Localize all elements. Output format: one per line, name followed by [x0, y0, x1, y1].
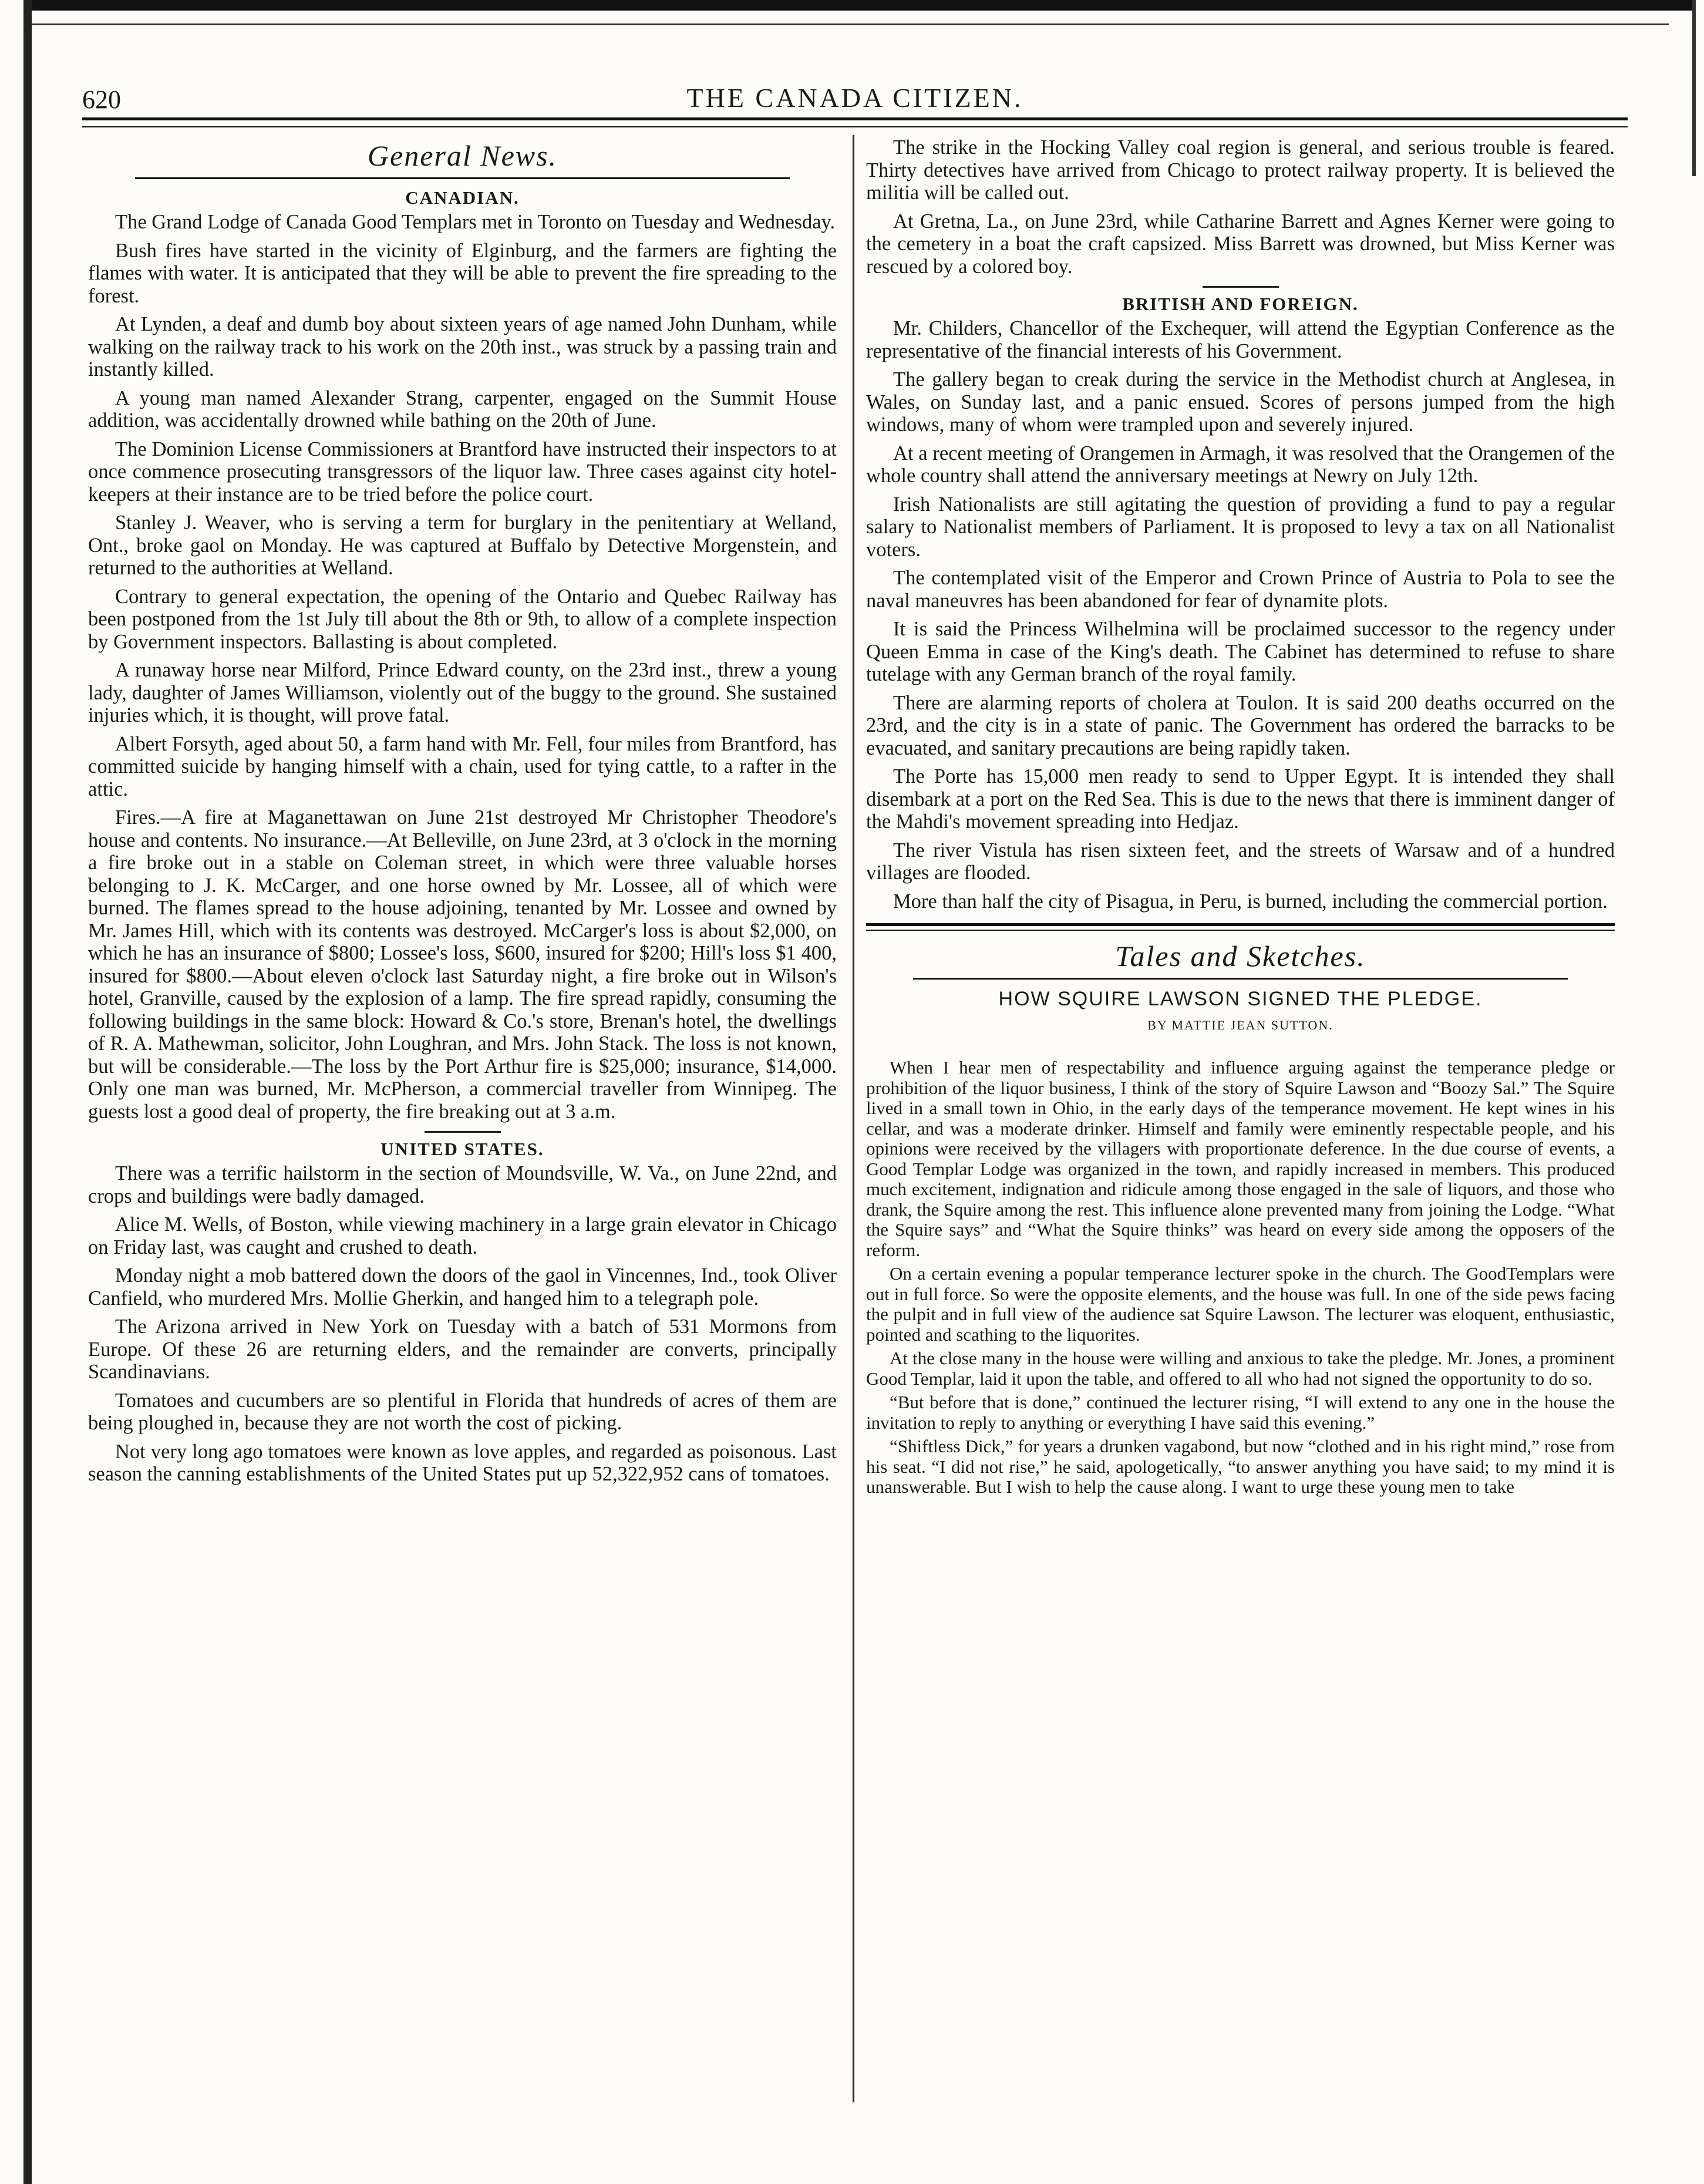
- section-rule-double: [866, 923, 1615, 931]
- heading-canadian: CANADIAN.: [405, 187, 520, 208]
- story-title: HOW SQUIRE LAWSON SIGNED THE PLEDGE.: [998, 988, 1483, 1010]
- news-item: The contemplated visit of the Emperor and Crown Prince of Austria to Pola to see the naval maneuvres has been abandoned for fear of dynamite plots.: [866, 567, 1615, 612]
- news-item: At Lynden, a deaf and dumb boy about sixteen years of age named John Dunham, while walking on the railway track to his work on the 20th inst., was struck by a passing train and instantly killed.: [88, 313, 837, 381]
- news-item: The gallery began to creak during the service in the Methodist church at Anglesea, in Wales, on Sunday last, and a panic ensued. Scores of persons jumped from the high windows, many of whom were trampled upon and severely injured.: [866, 368, 1615, 436]
- story-paragraph: When I hear men of respectability and influence arguing against the temperance pledge or prohibition of the liquor business, I think of the story of Squire Lawson and “Boozy Sal.” The Squire lived in a small town in Ohio, in the early days of the temperance movement. He kept wines in his cellar, and was a moderate drinker. Himself and family were eminently respectable people, and his opinions were received by the villagers with proportionate deference. In the due course of events, a Good Templar Lodge was organized in the town, and rapidly increased in members. This produced much excitement, indignation and ridicule among those engaged in the sale of liquors, and those who drank, the Squire among the rest. This influence alone prevented many from joining the Lodge. “What the Squire says” and “What the Squire thinks” was heard on every side among the opposers of the reform.: [866, 1057, 1615, 1260]
- news-item: Mr. Childers, Chancellor of the Exchequer, will attend the Egyptian Conference as the representative of the financial interests of his Government.: [866, 317, 1615, 362]
- news-item-fires: Fires.—A fire at Maganettawan on June 21st destroyed Mr Christopher Theodore's house and contents. No insurance.—At Belleville, on June 23rd, at 3 o'clock in the morning a fire broke out in a stable on Coleman street, in which were three valuable horses belonging to J. K. McCarger, and one horse owned by Mr. Lossee, all of which were burned. The flames spread to the house adjoining, tenanted by Mr. Lossee and owned by Mr. James Hill, which with its contents was destroyed. McCarger's loss is about $2,000, on which he has an insurance of $800; Lossee's loss, $600, insured for $200; Hill's loss $1 400, insured for $800.—About eleven o'clock last Saturday night, a fire broke out in Wilson's hotel, Granville, caused by the explosion of a lamp. The fire spread rapidly, consuming the following buildings in the same block: Howard & Co.'s store, Brenan's hotel, the dwellings of R. A. Mathewman, solicitor, John Loughran, and Mrs. John Stack. The loss is not known, but will be considerable.—The loss by the Port Arthur fire is $25,000; insurance, $14,000. Only one man was burned, Mr. McPherson, a commercial traveller from Winnipeg. The guests lost a good deal of property, the fire breaking out at 3 a.m.: [88, 806, 837, 1123]
- news-item: A young man named Alexander Strang, carpenter, engaged on the Summit House addition, was accidentally drowned while bathing on the 20th of June.: [88, 386, 837, 432]
- section-divider: [1203, 286, 1279, 288]
- scan-edge-right: [1692, 0, 1696, 176]
- page-header: [82, 82, 1628, 117]
- news-item: Bush fires have started in the vicinity of Elginburg, and the farmers are fighting the flames with water. It is anticipated that they will be able to prevent the fire spreading to the forest.: [88, 239, 837, 307]
- news-item: The Arizona arrived in New York on Tuesday with a batch of 531 Mormons from Europe. Of these 26 are returning elders, and the remainder are converts, principally Scandinavians.: [88, 1315, 837, 1383]
- news-item: Contrary to general expectation, the opening of the Ontario and Quebec Railway has been postponed from the 1st July till about the 8th or 9th, to allow of a complete inspection by Government inspectors. Ballasting is about completed.: [88, 585, 837, 653]
- story-paragraph: At the close many in the house were willing and anxious to take the pledge. Mr. Jones, a prominent Good Templar, laid it upon the table, and offered to all who had not signed the opportunity to do so.: [866, 1348, 1615, 1389]
- news-item: The river Vistula has risen sixteen feet, and the streets of Warsaw and of a hundred villages are flooded.: [866, 839, 1615, 884]
- news-item: Albert Forsyth, aged about 50, a farm hand with Mr. Fell, four miles from Brantford, has committed suicide by hanging himself with a chain, used for tying cattle, to a rafter in the attic.: [88, 732, 837, 800]
- story-paragraph: “Shiftless Dick,” for years a drunken vagabond, but now “clothed and in his right mind,” rose from his seat. “I did not rise,” he said, apologetically, “to answer anything you have said; to my mind it is unanswerable. But I wish to help the cause along. I want to urge these young men to take: [866, 1436, 1615, 1497]
- news-item: Stanley J. Weaver, who is serving a term for burglary in the penitentiary at Welland, Ont., broke gaol on Monday. He was captured at Buffalo by Detective Morgenstein, and returned to the authorities at Welland.: [88, 511, 837, 579]
- story-byline: BY MATTIE JEAN SUTTON.: [1147, 1018, 1333, 1032]
- section-rule: [913, 978, 1568, 980]
- header-rule: [82, 117, 1628, 127]
- news-item: A runaway horse near Milford, Prince Edward county, on the 23rd inst., threw a young lady, daughter of James Williamson, violently out of the buggy to the ground. She sustained injuries which, it is thought, will prove fatal.: [88, 659, 837, 726]
- heading-british-foreign: BRITISH AND FOREIGN.: [1122, 294, 1359, 314]
- news-item: The Grand Lodge of Canada Good Templars met in Toronto on Tuesday and Wednesday.: [115, 211, 836, 233]
- news-item: It is said the Princess Wilhelmina will be proclaimed successor to the regency under Queen Emma in case of the King's death. The Cabinet has determined to refuse to share tutelage with any German branch of the royal family.: [866, 618, 1615, 685]
- story-paragraph: On a certain evening a popular temperance lecturer spoke in the church. The GoodTemplars were out in full force. So were the opposite elements, and the house was full. In one of the side pews facing the pulpit and in full view of the audience sat Squire Lawson. The lecturer was eloquent, enthusiastic, pointed and scathing to the liquorites.: [866, 1263, 1615, 1345]
- section-title-general-news: General News.: [367, 139, 558, 172]
- scan-edge-top: [23, 0, 1692, 11]
- story-paragraph: “But before that is done,” continued the lecturer rising, “I will extend to any one in the house the invitation to reply to anything or everything I have said this evening.”: [866, 1392, 1615, 1433]
- journal-title: THE CANADA CITIZEN.: [686, 83, 1023, 113]
- news-item: At Gretna, La., on June 23rd, while Catharine Barrett and Agnes Kerner were going to the cemetery in a boat the craft capsized. Miss Barrett was drowned, but Miss Kerner was rescued by a colored boy.: [866, 210, 1615, 278]
- heading-united-states: UNITED STATES.: [380, 1139, 544, 1159]
- news-item: There was a terrific hailstorm in the section of Moundsville, W. Va., on June 22nd, and crops and buildings were badly damaged.: [88, 1162, 837, 1207]
- section-title-tales-sketches: Tales and Sketches.: [1115, 940, 1366, 972]
- right-column: [866, 136, 1615, 1501]
- news-item: Alice M. Wells, of Boston, while viewing machinery in a large grain elevator in Chicago on Friday last, was caught and crushed to death.: [88, 1213, 837, 1258]
- news-item: Irish Nationalists are still agitating the question of providing a fund to pay a regular salary to Nationalist members of Parliament. It is proposed to levy a tax on all Nationalist voters.: [866, 493, 1615, 561]
- news-item: At a recent meeting of Orangemen in Armagh, it was resolved that the Orangemen of the whole country shall attend the anniversary meetings at Newry on July 12th.: [866, 442, 1615, 487]
- news-item: The strike in the Hocking Valley coal region is general, and serious trouble is feared. Thirty detectives have arrived from Chicago to protect railway property. It is believed the militia will be called out.: [866, 136, 1615, 204]
- scan-edge-line: [23, 23, 1669, 25]
- column-divider: [853, 135, 854, 2102]
- section-divider: [425, 1131, 501, 1133]
- scan-edge-left: [23, 0, 32, 2184]
- news-item: The Porte has 15,000 men ready to send to Upper Egypt. It is intended they shall disembark at a port on the Red Sea. This is due to the news that there is imminent danger of the Mahdi's movement spreading into Hedjaz.: [866, 765, 1615, 833]
- news-item: The Dominion License Commissioners at Brantford have instructed their inspectors to at once commence prosecuting transgressors of the liquor law. Three cases against city hotel-keepers at their instance are to be tried before the police court.: [88, 438, 837, 506]
- news-item: There are alarming reports of cholera at Toulon. It is said 200 deaths occurred on the 23rd, and the city is in a state of panic. The Government has ordered the barracks to be evacuated, and sanitary precautions are being rapidly taken.: [866, 691, 1615, 759]
- news-item: Monday night a mob battered down the doors of the gaol in Vincennes, Ind., took Oliver Canfield, who murdered Mrs. Mollie Gherkin, and hanged him to a telegraph pole.: [88, 1264, 837, 1310]
- section-rule: [135, 177, 790, 179]
- news-item: Tomatoes and cucumbers are so plentiful in Florida that hundreds of acres of them are being ploughed in, because they are not worth the cost of picking.: [88, 1389, 837, 1434]
- page-number: 620: [82, 85, 121, 114]
- left-column: [88, 136, 837, 1492]
- news-item: Not very long ago tomatoes were known as love apples, and regarded as poisonous. Last season the canning establishments of the United States put up 52,322,952 cans of tomatoes.: [88, 1440, 837, 1485]
- news-item: More than half the city of Pisagua, in Peru, is burned, including the commercial portion.: [893, 890, 1608, 913]
